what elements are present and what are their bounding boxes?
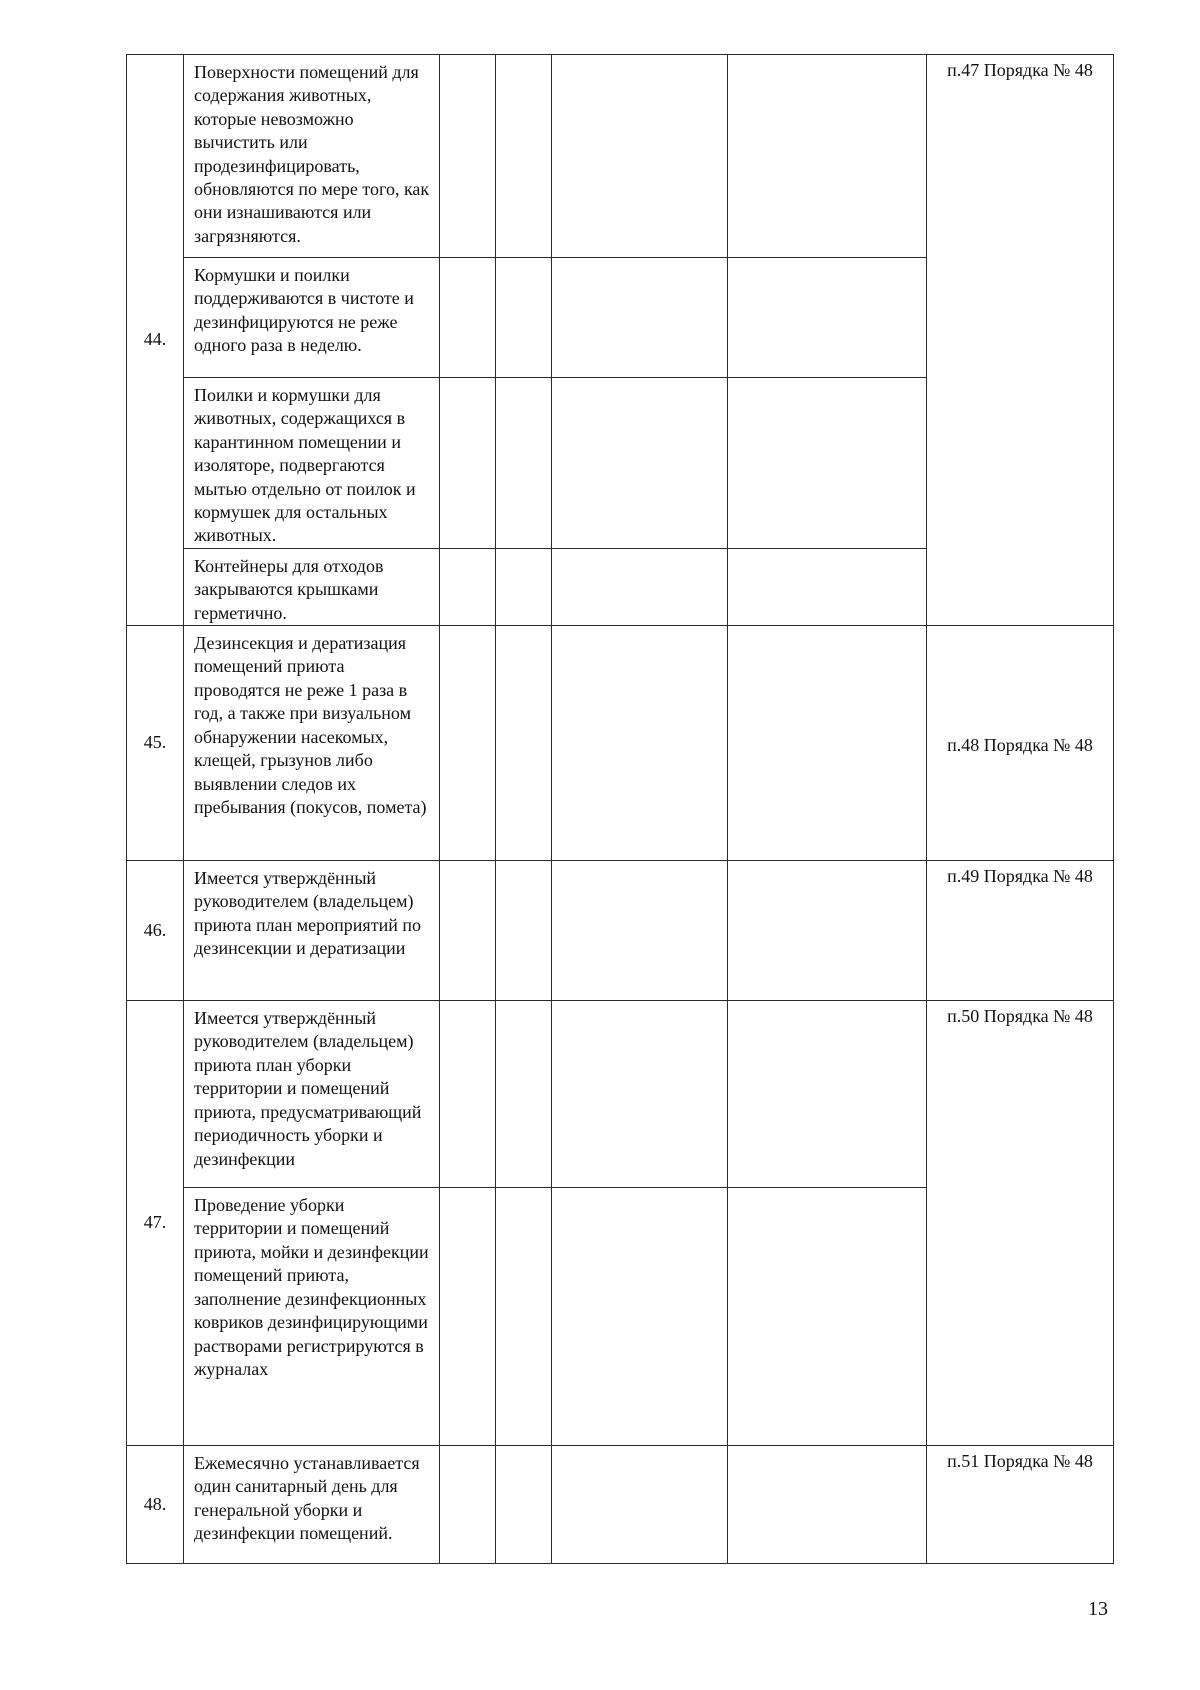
comment-cell[interactable]: [728, 378, 927, 549]
row-number-48: 48.: [127, 1446, 184, 1564]
requirement-44-2: Кормушки и поилки поддерживаются в чистоте и дезинфицируются не реже одного раза в неделю.: [184, 258, 440, 378]
answer-cell-na[interactable]: [552, 1446, 728, 1564]
requirement-47-2: Проведение уборки территории и помещений приюта, мойки и дезинфекции помещений приюта, заполнение дезинфекционных ковриков дезинфицирующими растворами регистрируются в журналах: [184, 1188, 440, 1446]
answer-cell-no[interactable]: [496, 55, 552, 258]
answer-cell-yes[interactable]: [440, 1001, 496, 1188]
requirement-44-3: Поилки и кормушки для животных, содержащихся в карантинном помещении и изоляторе, подвергаются мытью отдельно от поилок и кормушек для остальных животных.: [184, 378, 440, 549]
table-row-44: [127, 55, 1114, 258]
table-row-45: [127, 626, 1114, 861]
requirement-46-1: Имеется утверждённый руководителем (владельцем) приюта план мероприятий по дезинсекции и дератизации: [184, 861, 440, 1001]
answer-cell-yes[interactable]: [440, 1188, 496, 1446]
requirement-47-1: Имеется утверждённый руководителем (владельцем) приюта план уборки территории и помещений приюта, предусматривающий периодичность уборки и дезинфекции: [184, 1001, 440, 1188]
answer-cell-na[interactable]: [552, 548, 728, 625]
answer-cell-no[interactable]: [496, 1001, 552, 1188]
answer-cell-na[interactable]: [552, 378, 728, 549]
comment-cell[interactable]: [728, 55, 927, 258]
answer-cell-no[interactable]: [496, 1446, 552, 1564]
requirement-44-4: Контейнеры для отходов закрываются крышками герметично.: [184, 548, 440, 625]
answer-cell-yes[interactable]: [440, 1446, 496, 1564]
answer-cell-no[interactable]: [496, 548, 552, 625]
answer-cell-na[interactable]: [552, 1188, 728, 1446]
requirement-48-1: Ежемесячно устанавливается один санитарный день для генеральной уборки и дезинфекции помещений.: [184, 1446, 440, 1564]
row-number-47: 47.: [127, 1001, 184, 1446]
comment-cell[interactable]: [728, 1188, 927, 1446]
answer-cell-yes[interactable]: [440, 861, 496, 1001]
answer-cell-na[interactable]: [552, 258, 728, 378]
answer-cell-na[interactable]: [552, 861, 728, 1001]
answer-cell-na[interactable]: [552, 1001, 728, 1188]
reference-48: п.51 Порядка № 48: [927, 1446, 1114, 1564]
page-number: 13: [1088, 1598, 1108, 1620]
answer-cell-no[interactable]: [496, 861, 552, 1001]
table-row-48: [127, 1446, 1114, 1564]
answer-cell-no[interactable]: [496, 258, 552, 378]
comment-cell[interactable]: [728, 1446, 927, 1564]
row-number-46: 46.: [127, 861, 184, 1001]
answer-cell-yes[interactable]: [440, 258, 496, 378]
answer-cell-na[interactable]: [552, 55, 728, 258]
row-number-44: 44.: [127, 55, 184, 626]
reference-46: п.49 Порядка № 48: [927, 861, 1114, 1001]
reference-44: п.47 Порядка № 48: [927, 55, 1114, 626]
table-row-46: [127, 861, 1114, 1001]
answer-cell-yes[interactable]: [440, 626, 496, 861]
checklist-table: [126, 54, 1114, 1564]
comment-cell[interactable]: [728, 1001, 927, 1188]
answer-cell-yes[interactable]: [440, 55, 496, 258]
answer-cell-no[interactable]: [496, 378, 552, 549]
comment-cell[interactable]: [728, 258, 927, 378]
row-number-45: 45.: [127, 626, 184, 861]
reference-47: п.50 Порядка № 48: [927, 1001, 1114, 1446]
answer-cell-no[interactable]: [496, 1188, 552, 1446]
comment-cell[interactable]: [728, 548, 927, 625]
answer-cell-yes[interactable]: [440, 548, 496, 625]
answer-cell-na[interactable]: [552, 626, 728, 861]
answer-cell-yes[interactable]: [440, 378, 496, 549]
requirement-45-1: Дезинсекция и дератизация помещений приюта проводятся не реже 1 раза в год, а также при визуальном обнаружении насекомых, клещей, грызунов либо выявлении следов их пребывания (покусов, помета): [184, 626, 440, 861]
answer-cell-no[interactable]: [496, 626, 552, 861]
requirement-44-1: Поверхности помещений для содержания животных, которые невозможно вычистить или продезинфицировать, обновляются по мере того, как они изнашиваются или загрязняются.: [184, 55, 440, 258]
table-row-47: [127, 1001, 1114, 1188]
reference-45: п.48 Порядка № 48: [927, 626, 1114, 861]
comment-cell[interactable]: [728, 626, 927, 861]
comment-cell[interactable]: [728, 861, 927, 1001]
